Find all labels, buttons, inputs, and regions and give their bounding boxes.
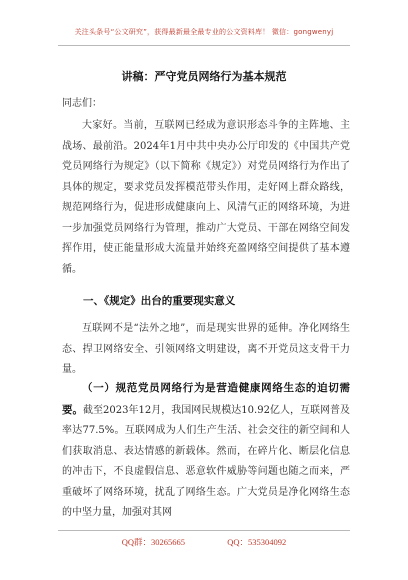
paragraph-3-body: 截至2023年12月，我国网民规模达10.92亿人，互联网普及率达77.5%。互联网成为人们生产生活、社会交往的新空间和人们获取消息、表达情感的新载体。然而，在碎片化、断层化信息的冲击下，不良虚假信息、恶意软件威胁等问题也随之而来，严重破坏了网络环境，扰乱了网络生态。广大党员是净化网络生态的中坚力量，加强对其网 — [62, 404, 350, 518]
footer-divider — [58, 530, 350, 531]
paragraph-3-lead: （一）规范党员网络行为是营造健康网络生态的迫切需要。 — [62, 382, 350, 416]
section-1-heading: 一、《规定》出台的重要现实意义 — [83, 295, 236, 307]
header-divider — [58, 45, 350, 46]
footer-contacts — [0, 536, 408, 548]
document-title: 讲稿：严守党员网络行为基本规范 — [121, 70, 287, 83]
footer-qq-group: QQ群：30265665 — [121, 537, 186, 547]
paragraph-2: 互联网不是“法外之地”，而是现实世界的延伸。净化网络生态、捍卫网络安全、引领网络文明建设，离不开党员这支骨干力量。 — [62, 323, 350, 375]
footer-qq: QQ：535304092 — [227, 537, 287, 547]
header-notice: 关注头条号“公文研究”，获得最新最全最专业的公文资料库！ 微信：gongwenyj — [74, 28, 334, 36]
greeting: 同志们： — [62, 98, 102, 109]
paragraph-1: 大家好。当前，互联网已经成为意识形态斗争的主阵地、主战场、最前沿。2024年1月中共中央办公厅印发的《中国共产党党员网络行为规定》（以下简称《规定》）对党员网络行为作出了具体的规定，要求党员发挥模范带头作用，走好网上群众路线，规范网络行为，促进形成健康向上、风清气正的网络环境，为进一步加强党员网络行为管理，推动广大党员、干部在网络空间发挥作用，使正能量形成大流量并始终充盈网络空间提供了基本遵循。 — [62, 120, 350, 275]
paragraph-3 — [62, 378, 350, 524]
